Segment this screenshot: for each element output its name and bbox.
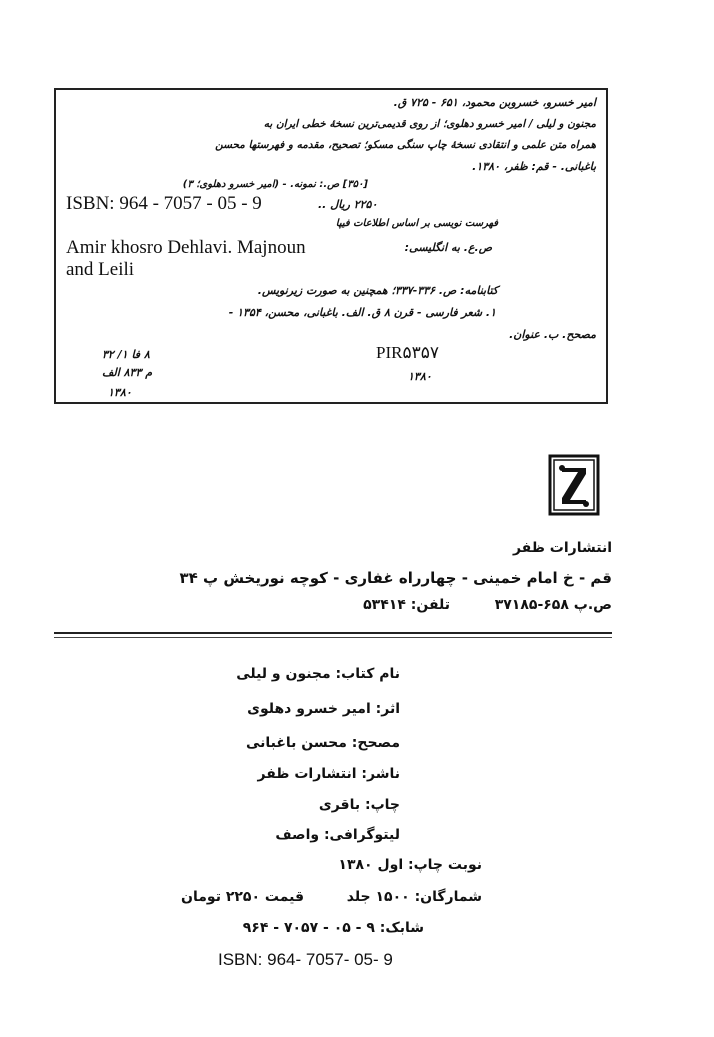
divider-thin — [54, 637, 612, 638]
cip-year: ۱۳۸۰ — [108, 386, 132, 399]
cip-ddc: ۸ فا ۱/ ۳۲ — [102, 348, 150, 361]
colophon-circulation: شمارگان: ۱۵۰۰ جلد — [346, 889, 482, 905]
publisher-address: قم - خ امام خمینی - چهارراه غفاری - کوچه نوریخش پ ۳۴ — [179, 569, 612, 587]
cip-pir-year: ۱۳۸۰ — [408, 370, 432, 383]
cip-pages-line: [۳۵۰] ص.: نمونه. - (امیر خسرو دهلوی؛ ۳) — [182, 179, 368, 190]
cip-isbn: ISBN: 964 - 7057 - 05 - 9 — [66, 193, 262, 214]
colophon-edition: نوبت چاپ: اول ۱۳۸۰ — [338, 857, 482, 873]
publisher-postal-box: ص.پ ۶۵۸-۳۷۱۸۵ — [494, 597, 612, 613]
colophon-book-name: نام کتاب: مجنون و لیلی — [236, 666, 400, 682]
divider-thick — [54, 632, 612, 634]
colophon-publisher: ناشر: انتشارات ظفر — [257, 766, 400, 782]
cip-bibliography-line: کتابنامه: ص. ۳۳۶-۳۳۷؛ همچنین به صورت زیرنویس. — [257, 284, 498, 297]
cip-english-label: ص.ع. به انگلیسی: — [404, 241, 492, 254]
cip-english-title: Amir khosro Dehlavi. Majnoun — [66, 237, 306, 258]
cip-editor-line: مصحح. ب. عنوان. — [509, 328, 596, 341]
colophon-lithography: لیتوگرافی: واصف — [275, 827, 400, 843]
cataloging-box — [54, 88, 608, 404]
colophon-isbn: ISBN: 964- 7057- 05- 9 — [218, 950, 393, 969]
cip-description-line: همراه متن علمی و انتقادی نسخهٔ چاپ سنگی مسکو؛ تصحیح، مقدمه و فهرستها محسن — [215, 139, 596, 151]
colophon-shabak: شابک: ۹ - ۰۵ - ۷۰۵۷ - ۹۶۴ — [242, 920, 424, 936]
publisher-logo-icon — [548, 454, 600, 516]
colophon-price: قیمت ۲۲۵۰ تومان — [181, 889, 304, 905]
cip-fipa-line: فهرست نویسی بر اساس اطلاعات فیپا — [335, 218, 498, 229]
cip-price: ۲۲۵۰ ریال .. — [318, 198, 378, 211]
colophon-editor: مصحح: محسن باغبانی — [245, 735, 400, 751]
cip-title-line: مجنون و لیلی / امیر خسرو دهلوی؛ از روی قدیمی‌ترین نسخهٔ خطی ایران به — [263, 118, 596, 130]
cip-pir-number: PIR۵۳۵۷ — [376, 343, 439, 362]
publisher-phone: تلفن: ۵۳۴۱۴ — [363, 597, 450, 613]
colophon-print: چاپ: باقری — [318, 797, 400, 813]
cip-publication-line: باغبانی. - قم: ظفر، ۱۳۸۰. — [472, 160, 596, 173]
cip-english-title-cont: and Leili — [66, 259, 135, 280]
publisher-name: انتشارات ظفر — [512, 540, 612, 556]
cip-subject-line: ۱. شعر فارسی - قرن ۸ ق. الف. باغبانی، محسن، ۱۳۵۴ - — [228, 306, 496, 319]
cip-cutter: م ۸۳۳ الف — [102, 366, 152, 379]
colophon-author: اثر: امیر خسرو دهلوی — [247, 701, 400, 717]
cip-author-line: امیر خسرو، خسروبن محمود، ۶۵۱ - ۷۲۵ ق. — [393, 96, 596, 109]
